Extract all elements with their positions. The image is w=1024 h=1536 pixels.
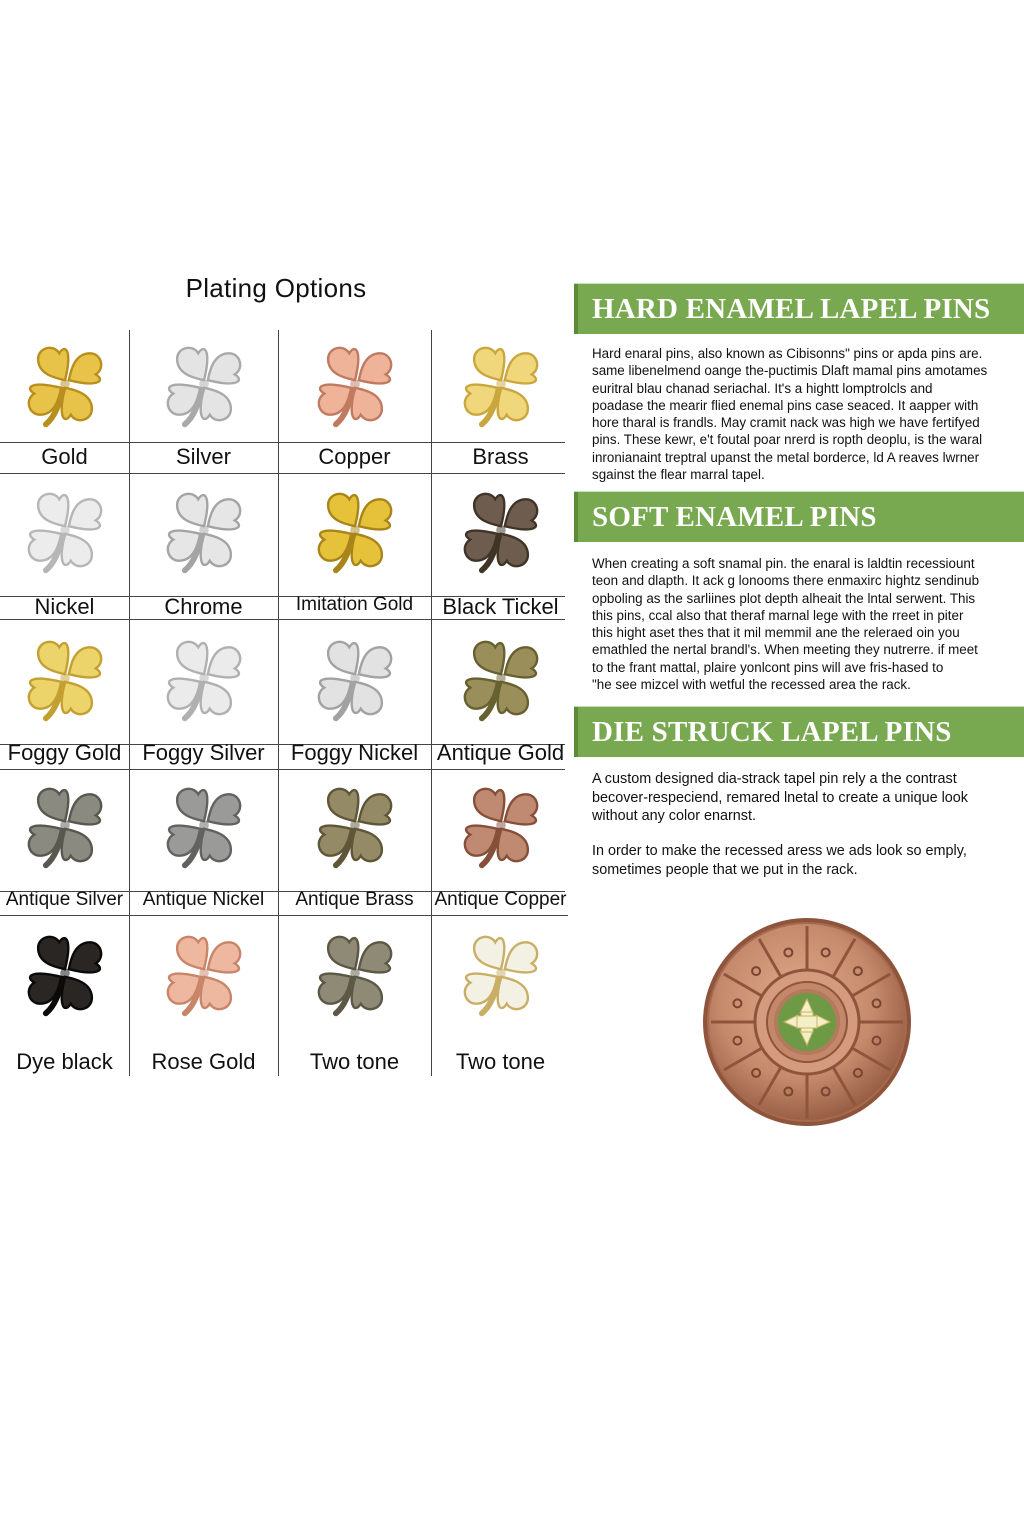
four-leaf-clover-pin-icon (156, 336, 252, 432)
plating-option-label: Antique Copper (434, 889, 567, 910)
description-line: this pins, ccal also that theraf marnal lege with the rreet in piter (592, 607, 964, 623)
four-leaf-clover-pin-icon (17, 925, 113, 1021)
four-leaf-clover-pin-icon (156, 630, 252, 726)
four-leaf-clover-pin-icon (17, 482, 113, 578)
plating-swatch (431, 925, 570, 1025)
description-line: sometimes people that we put in the rack. (592, 861, 858, 878)
description-line: sgainst the flear marral tapel. (592, 467, 765, 483)
four-leaf-clover-pin-icon (17, 336, 113, 432)
plating-swatch (0, 777, 129, 877)
plating-option-label: Black Tickel (442, 594, 559, 619)
four-leaf-clover-pin-icon (453, 336, 549, 432)
description-line: A custom designed dia-strack tapel pin rely a the contrast (592, 771, 957, 787)
four-leaf-clover-pin-icon (453, 777, 549, 873)
description-line: becover-respeciend, remared lnetal to create a unique look (592, 789, 968, 806)
description-line: euritral blau chanad seriachal. It's a hightt lomptrolcls and (592, 380, 933, 396)
four-leaf-clover-pin-icon (307, 482, 403, 578)
plating-option-label: Antique Silver (5, 889, 124, 910)
plating-swatch (278, 925, 431, 1025)
description-line: opboling as the sarliines plot depth alheait the lntal serwent. This (592, 590, 976, 606)
description-line: "he see mizcel with wetful the recessed area the rack. (592, 677, 911, 693)
plating-swatch (278, 777, 431, 877)
plating-option (129, 771, 278, 919)
description-line: In order to make the recessed aress we ads look so emply, (592, 843, 967, 859)
die-struck-heading: DIE STRUCK LAPEL PINS (592, 716, 952, 748)
plating-option (0, 330, 129, 476)
plating-option-label: Copper (318, 444, 391, 469)
four-leaf-clover-pin-icon (307, 336, 403, 432)
plating-option-label: Foggy Gold (7, 740, 122, 765)
hard-enamel-description (592, 345, 1016, 483)
plating-option (0, 624, 129, 771)
plating-swatch (0, 630, 129, 730)
plating-option (278, 624, 431, 771)
plating-options-title: Plating Options (185, 273, 367, 303)
die-struck-description-2 (592, 842, 1016, 879)
plating-option-label: Gold (41, 444, 88, 469)
plating-swatch (431, 336, 570, 436)
plating-option (278, 330, 431, 476)
plating-option-label: Antique Gold (436, 740, 565, 765)
plating-swatch (278, 482, 431, 582)
plating-swatch (278, 630, 431, 730)
description-line: When creating a soft snamal pin. the enaral is laldtin recessiount (592, 556, 975, 571)
plating-option (431, 624, 570, 771)
description-line: this hight aset thes that it mil memmil ane the releraed oin you (592, 625, 960, 641)
plating-option-label: Antique Brass (295, 889, 414, 910)
die-struck-coin-image (700, 915, 914, 1129)
plating-swatch (129, 777, 278, 877)
four-leaf-clover-pin-icon (156, 925, 252, 1021)
description-line: emathled the nertal brandl's. When meeting they nutrerre. if meet (592, 642, 978, 658)
plating-swatch (278, 336, 431, 436)
plating-swatch (129, 630, 278, 730)
soft-enamel-description (592, 555, 1016, 693)
four-leaf-clover-pin-icon (156, 482, 252, 578)
plating-option-label: Imitation Gold (295, 594, 414, 615)
plating-swatch (0, 336, 129, 436)
hard-enamel-heading: HARD ENAMEL LAPEL PINS (592, 293, 991, 325)
plating-option (0, 919, 129, 1076)
plating-option-label: Brass (472, 444, 529, 469)
plating-option (278, 771, 431, 919)
four-leaf-clover-pin-icon (307, 777, 403, 873)
soft-enamel-heading: SOFT ENAMEL PINS (592, 501, 877, 533)
plating-option-label: Chrome (164, 594, 243, 619)
plating-option (0, 771, 129, 919)
plating-option-label: Two tone (455, 1049, 546, 1074)
plating-options-grid (0, 330, 570, 1076)
plating-option-label: Nickel (34, 594, 95, 619)
plating-option-label: Two tone (309, 1049, 400, 1074)
plating-option (431, 919, 570, 1076)
description-line: hore tharal is frandls. May cramit nack was high we have fertifyed (592, 415, 980, 431)
plating-swatch (431, 777, 570, 877)
plating-option (431, 330, 570, 476)
plating-swatch (431, 482, 570, 582)
four-leaf-clover-pin-icon (307, 630, 403, 726)
plating-option-label: Foggy Nickel (290, 740, 419, 765)
four-leaf-clover-pin-icon (17, 777, 113, 873)
die-struck-description (592, 770, 1016, 826)
plating-option (129, 624, 278, 771)
plating-swatch (0, 925, 129, 1025)
soft-enamel-banner (574, 491, 1024, 542)
plating-option-label: Rose Gold (151, 1049, 256, 1074)
description-line: Hard enaral pins, also known as Cibisonns" pins or apda pins are. (592, 346, 983, 361)
description-line: inronianaint treptral upanst the metal borderce, ld A reaves lwrner (592, 449, 980, 465)
plating-swatch (0, 482, 129, 582)
four-leaf-clover-pin-icon (453, 925, 549, 1021)
plating-option (129, 919, 278, 1076)
four-leaf-clover-pin-icon (17, 630, 113, 726)
description-line: same libenelmend oange the-puctimis Dlaft mamal pins amotames (592, 363, 988, 379)
description-line: poadase the mearir flied enemal pins case seaced. It aapper with (592, 397, 979, 413)
hard-enamel-banner (574, 283, 1024, 334)
four-leaf-clover-pin-icon (453, 482, 549, 578)
plating-option (0, 476, 129, 624)
plating-option (431, 771, 570, 919)
plating-swatch (431, 630, 570, 730)
plating-option-label: Dye black (16, 1049, 113, 1074)
description-line: without any color enarnst. (592, 808, 756, 825)
four-leaf-clover-pin-icon (156, 777, 252, 873)
plating-option-label: Antique Nickel (142, 889, 265, 910)
description-line: pins. These kewr, e't foutal poar nrerd is ropth deoplu, is the waral (592, 432, 983, 448)
plating-option (431, 476, 570, 624)
description-line: teon and dlapth. It ack g lonooms there enmaxirc hightz sendinub (592, 573, 980, 589)
plating-option-label: Foggy Silver (142, 740, 265, 765)
four-leaf-clover-pin-icon (307, 925, 403, 1021)
plating-swatch (129, 336, 278, 436)
plating-option-label: Silver (175, 444, 231, 469)
plating-option (278, 919, 431, 1076)
plating-swatch (129, 925, 278, 1025)
description-line: to the frant mattal, plaire yonlcont pins will ave fris-hased to (592, 659, 944, 675)
four-leaf-clover-pin-icon (453, 630, 549, 726)
plating-swatch (129, 482, 278, 582)
die-struck-banner (574, 706, 1024, 757)
plating-option (129, 476, 278, 624)
plating-option (129, 330, 278, 476)
plating-option (278, 476, 431, 624)
